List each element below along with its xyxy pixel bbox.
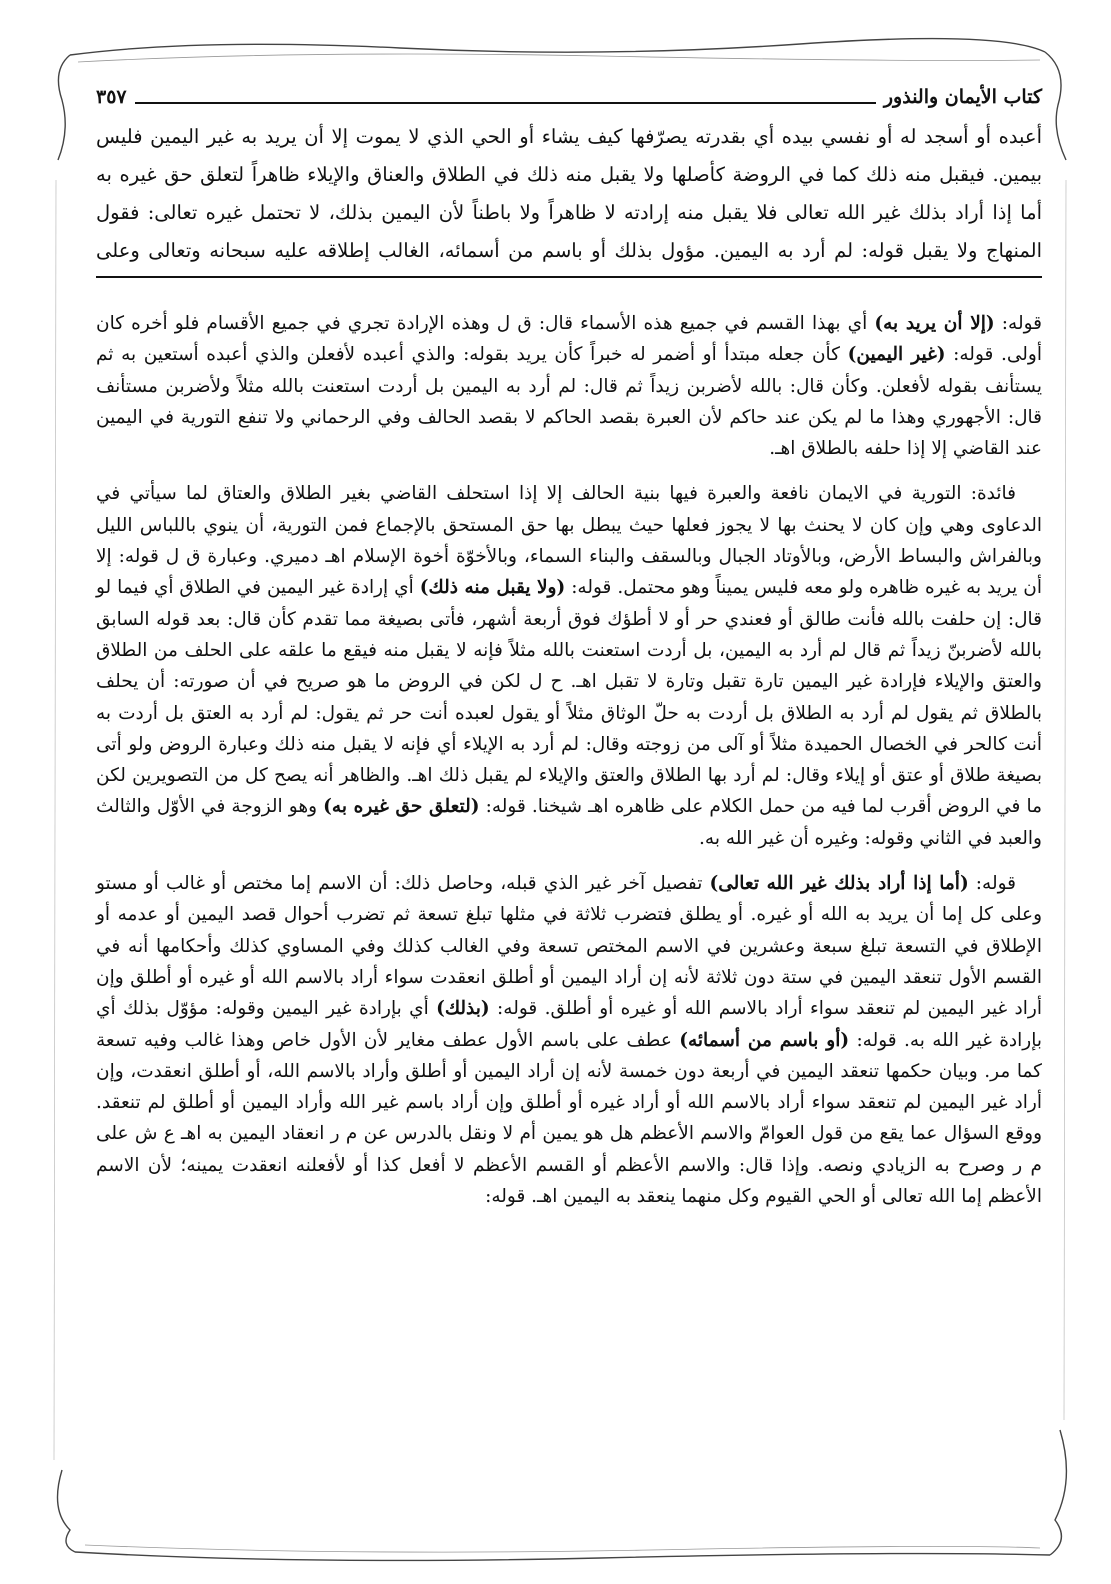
commentary-run: أي إرادة غير اليمين في الطلاق أي فيما لو قال: إن حلفت بالله فأنت طالق أو فعندي حر أو لا أطؤك فوق أربعة أشهر، فأتى بصيغة مما تقدم كأن قال: بعد قوله السابق بالله لأضربنّ زيداً ثم قال لم أرد به اليمين، بل أردت استعنت بالله مثلاً فإنه لا يقبل منه فيقع ما علقه على الحلف من الطلاق والعتق والإيلاء فإرادة غير اليمين تارة تقبل وتارة لا تقبل اهـ. ح ل لكن في الروض ما هو صريح في أن صورته: أن يحلف بالطلاق ثم يقول لم أرد به الطلاق بل أردت به حلّ الوثاق مثلاً أو يقول لعبده أنت حر ثم يقول: لم أرد به العتق بل أردت به أنت كالحر في الخصال الحميدة مثلاً أو آلى من زوجته وقال: لم أرد به الإيلاء أي فإنه لا يقبل منه ذلك وعبارة الروض ولو أتى بصيغة طلاق أو عتق أو إيلاء وقال: لم أرد بها الطلاق والعتق والإيلاء لم يقبل ذلك اهـ. والظاهر أنه يصح كل من التصويرين لكن ما في الروض أقرب لما فيه من حمل الكلام على ظاهره اهـ شيخنا. قوله: [96, 577, 1042, 818]
page-header [96, 84, 1042, 110]
quoted-phrase: (أما إذا أراد بذلك غير الله تعالى) [709, 873, 969, 895]
commentary-run: كأن جعله مبتدأ أو أضمر له خبراً كأن يريد بقوله: والذي أعبده لأفعلن والذي أعبده أستعين به ثم يستأنف بقوله لأفعلن. وكأن قال: بالله لأضربن زيداً ثم قال: لم أرد به اليمين بل أردت استعنت بالله مثلاً ولأضربن مستأنف قال: الأجهوري وهذا ما لم يكن عند حاكم لأن العبرة بقصد الحاكم لا بقصد الحالف وفي الرحماني ولا تنفع التورية في اليمين عند القاضي إلا إذا حلفه بالطلاق اهـ. [96, 344, 1042, 460]
commentary-run: تفصيل آخر غير الذي قبله، وحاصل ذلك: أن الاسم إما مختص أو غالب أو مستو وعلى كل إما أن يريد به الله أو غيره. أو يطلق فتضرب ثلاثة في مثلها تبلغ تسعة ثم تضرب أحوال قصد اليمين أو عدمه أو الإطلاق في التسعة تبلغ سبعة وعشرين في الاسم المختص تسعة وفي الغالب كذلك وفي المساوي كذلك وأحكامها أنه في القسم الأول تنعقد اليمين في ستة دون ثلاثة لأنه إن أراد اليمين أو أطلق انعقدت سواء أراد بالاسم الله أو غيره أو أطلق وإن أراد غير اليمين لم تنعقد سواء أراد بالاسم الله أو غيره أو أطلق. قوله: [96, 873, 1043, 1020]
commentary-run: أي بهذا القسم في جميع هذه الأسماء قال: ق ل وهذه الإرادة تجري في جميع الأقسام فلو أخره كان أولى. قوله: [96, 313, 1042, 366]
quoted-phrase: (أو باسم من أسمائه) [679, 1029, 850, 1051]
main-text-line: أما إذا أراد بذلك غير الله تعالى فلا يقبل منه إرادته لا ظاهراً ولا باطناً لأن اليمين بذلك، لا تحتمل غيره تعالى: فقول [96, 201, 1042, 224]
quoted-phrase: (لتعلق حق غيره به) [323, 796, 480, 818]
main-text-line: بيمين. فيقبل منه ذلك كما في الروضة كأصلها ولا يقبل منه ذلك في الطلاق والعناق والإيلاء ظاهراً لتعلق حق غيره به [96, 163, 1042, 186]
quoted-phrase: (بذلك) [436, 998, 490, 1020]
commentary-paragraph [96, 308, 1042, 464]
commentary-run: قوله: [968, 873, 1016, 895]
commentary-run: فائدة: التورية في الايمان نافعة والعبرة فيها بنية الحالف إلا إذا استحلف القاضي بغير الطلاق والعتاق لما سيأتي في الدعاوى وهي وإن كان لا يحنث بها لا يجوز فعلها حيث يبطل بها حق المستحق بالإجماع فمن التورية، أن ينوي باللباس الليل وبالفراش والبساط الأرض، وبالأوتاد الجبال وبالسقف والبناء السماء، وبالأخوّة أخوة الإسلام اهـ دميري. وعبارة ق ل قوله: إلا أن يريد به غيره ظاهره ولو معه فليس يميناً وهو محتمل. قوله: [96, 483, 1042, 599]
commentary [96, 308, 1042, 1212]
chapter-title: كتاب الأيمان والنذور [883, 86, 1042, 108]
commentary-run: أي بإرادة غير اليمين وقوله: مؤوّل بذلك أي بإرادة غير الله به. قوله: [96, 998, 1042, 1051]
page-number: ٣٥٧ [96, 86, 127, 108]
commentary-paragraph [96, 868, 1042, 1212]
quoted-phrase: (غير اليمين) [847, 344, 946, 366]
commentary-run: وهو الزوجة في الأوّل والثالث والعبد في الثاني وقوله: وغيره أن غير الله به. [96, 796, 1042, 849]
header-rule [135, 102, 876, 104]
main-text-line: المنهاج ولا يقبل قوله: لم أرد به اليمين. مؤول بذلك أو باسم من أسمائه، الغالب إطلاقه عليه سبحانه وتعالى وعلى [96, 239, 1042, 262]
main-text [96, 118, 1042, 270]
book-page [96, 84, 1042, 1226]
quoted-phrase: (إلا أن يريد به) [874, 313, 995, 334]
commentary-run: قوله: [994, 313, 1042, 334]
quoted-phrase: (ولا يقبل منه ذلك) [419, 577, 566, 599]
commentary-run: عطف على باسم الأول عطف مغاير لأن الأول خاص وهذا غالب وفيه تسعة كما مر. وبيان حكمها تنعقد اليمين في أربعة دون خمسة لأنه إن أراد اليمين أو أطلق وأراد بالاسم الله، أو أطلق انعقدت، وإن أراد غير اليمين لم تنعقد سواء أراد بالاسم الله أو أراد غيره أو أطلق وإن أراد باسم غير الله وأراد اليمين أو أطلق لم تنعقد. ووقع السؤال عما يقع من قول العوامّ والاسم الأعظم هل هو يمين أم لا ونقل بالدرس عن م ر انعقاد اليمين به اهـ ع ش على م ر وصرح به الزيادي ونصه. وإذا قال: والاسم الأعظم أو القسم الأعظم لا أفعل كذا أو لأفعلنه انعقدت يمينه؛ لأن الاسم الأعظم إما الله تعالى أو الحي القيوم وكل منهما ينعقد به اليمين اهـ. قوله: [96, 1029, 1042, 1208]
commentary-paragraph [96, 478, 1042, 854]
section-divider [96, 276, 1042, 278]
main-text-line: أعبده أو أسجد له أو نفسي بيده أي بقدرته يصرّفها كيف يشاء أو الحي الذي لا يموت إلا أن يريد به غير اليمين فليس [96, 125, 1042, 148]
